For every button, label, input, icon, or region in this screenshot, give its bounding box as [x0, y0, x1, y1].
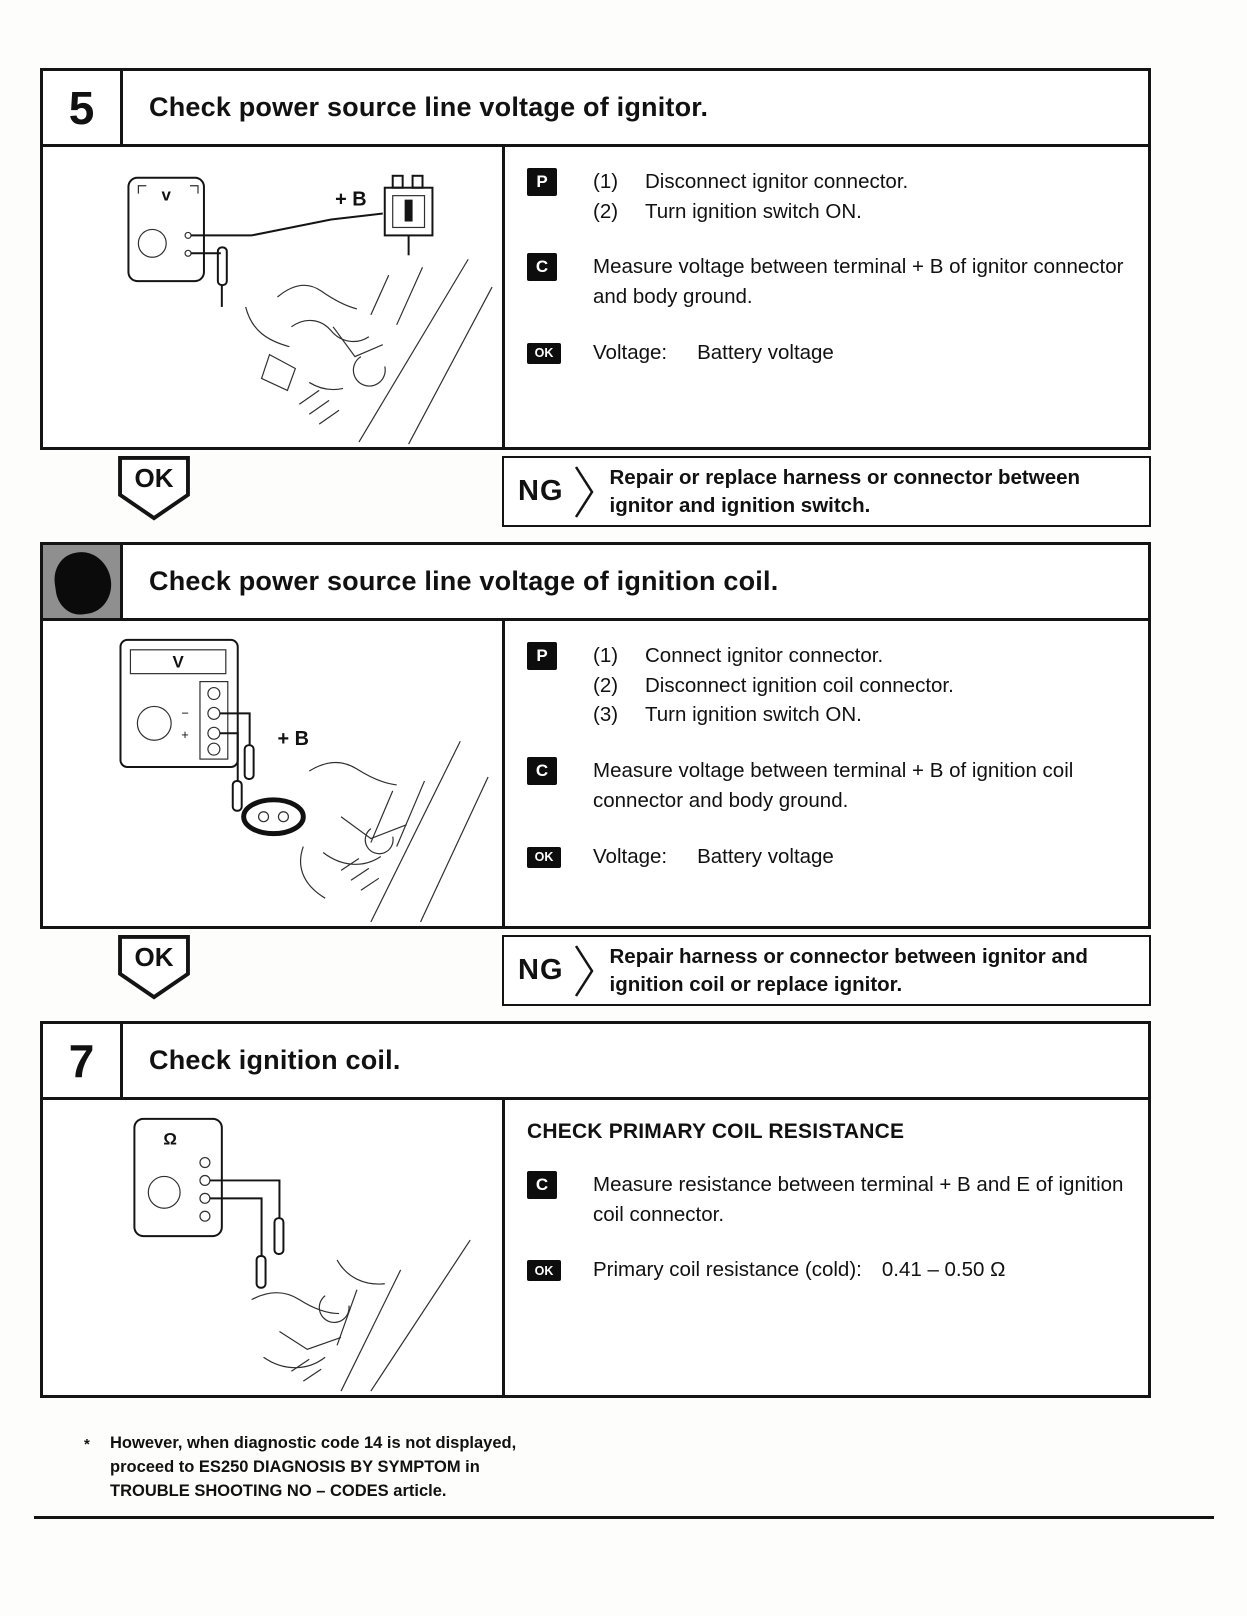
step-5-box	[40, 68, 1151, 450]
prepare-item: (2) Disconnect ignition coil connector.	[593, 673, 954, 697]
step-6-instructions	[505, 621, 1148, 926]
step-5-result-row	[40, 456, 1151, 530]
ng-result-label: NG	[518, 954, 564, 987]
ok-spec-row	[527, 842, 1132, 872]
step-6-body	[43, 621, 1148, 926]
prepare-badge: P	[527, 168, 557, 196]
step-5-header	[43, 71, 1148, 147]
ok-badge: OK	[527, 1260, 561, 1281]
minus-mark: −	[181, 705, 189, 721]
ng-result-label: NG	[518, 475, 564, 508]
check-badge: C	[527, 1171, 557, 1199]
ok-spec-row	[527, 1255, 1132, 1285]
step-7-instructions	[505, 1100, 1148, 1395]
check-row	[527, 252, 1132, 311]
ok-flow-arrow	[118, 456, 190, 522]
ohmmeter-icon	[134, 1119, 221, 1236]
footnote-line: proceed to ES250 DIAGNOSIS BY SYMPTOM in	[110, 1457, 480, 1476]
prepare-item: (1) Connect ignitor connector.	[593, 644, 884, 667]
engine-sketch	[246, 259, 492, 444]
chevron-right-icon	[574, 465, 594, 519]
spec-value: Battery voltage	[697, 844, 834, 868]
spec-value: Battery voltage	[697, 340, 834, 364]
step-6-number: 6	[43, 545, 123, 618]
step-7-title: Check ignition coil.	[149, 1045, 401, 1075]
ok-spec-row	[527, 338, 1132, 368]
step-6-box	[40, 542, 1151, 929]
svg-text:V: V	[172, 652, 184, 672]
step-5-body	[43, 147, 1148, 447]
step-7-box	[40, 1021, 1151, 1398]
section-heading: CHECK PRIMARY COIL RESISTANCE	[527, 1120, 905, 1143]
voltmeter-icon	[128, 178, 204, 281]
prepare-badge: P	[527, 642, 557, 670]
step-6-title: Check power source line voltage of ignition coil.	[149, 566, 779, 596]
spec-value: 0.41 – 0.50 Ω	[881, 1258, 1006, 1282]
check-text: Measure voltage between terminal + B of ignitor connector and body ground.	[593, 255, 1124, 309]
bottom-rule	[34, 1516, 1214, 1519]
ohmmeter-coil-drawing	[43, 1100, 502, 1395]
test-lead-probe	[191, 214, 383, 307]
step-5-ng-action: Repair or replace harness or connector between ignitor and ignition switch.	[609, 466, 1081, 517]
check-row	[527, 1170, 1132, 1229]
footnote-line: However, when diagnostic code 14 is not displayed,	[110, 1434, 517, 1452]
ok-result-label: OK	[134, 463, 174, 493]
svg-text:v: v	[161, 185, 171, 205]
chevron-right-icon	[574, 944, 594, 998]
terminal-b-label: + B	[335, 188, 367, 211]
engine-sketch	[301, 741, 489, 922]
ok-result-label: OK	[134, 942, 174, 972]
ok-badge: OK	[527, 847, 561, 868]
prepare-item: (3) Turn ignition switch ON.	[593, 703, 862, 727]
spec-label: Voltage:	[593, 844, 668, 868]
prepare-item: (2) Turn ignition switch ON.	[593, 199, 862, 223]
ok-badge: OK	[527, 343, 561, 364]
step-7-header	[43, 1024, 1148, 1100]
footnote-line: TROUBLE SHOOTING NO – CODES article.	[110, 1481, 447, 1500]
step-7-illustration	[43, 1100, 505, 1395]
step-6-result-row	[40, 935, 1151, 1009]
voltmeter-icon	[120, 640, 237, 767]
step-6-header	[43, 545, 1148, 621]
step-5-title: Check power source line voltage of ignitor.	[149, 92, 709, 122]
svg-text:Ω: Ω	[163, 1129, 177, 1149]
footnote-text	[110, 1432, 516, 1504]
step-5-illustration	[43, 147, 505, 447]
coil-connector-icon	[244, 800, 304, 834]
step-6-ng-action: Repair harness or connector between ignitor and ignition coil or replace ignitor.	[609, 945, 1088, 996]
step-5-ng-box	[502, 456, 1151, 527]
step-7-number: 7	[43, 1024, 123, 1097]
check-text: Measure resistance between terminal + B and E of ignition coil connector.	[593, 1173, 1124, 1226]
spec-label: Primary coil resistance (cold):	[593, 1258, 862, 1282]
footnote-bullet: *	[84, 1436, 90, 1453]
terminal-b-label: + B	[277, 728, 309, 751]
engine-sketch	[252, 1240, 471, 1391]
ok-flow-arrow	[118, 935, 190, 1001]
plus-mark: +	[181, 727, 189, 743]
voltmeter-ignitor-drawing	[43, 147, 502, 447]
ignitor-connector-icon	[385, 176, 433, 255]
check-badge: C	[527, 253, 557, 281]
step-6-illustration	[43, 621, 505, 926]
footnote	[84, 1432, 1151, 1504]
prepare-row	[527, 641, 1132, 730]
check-badge: C	[527, 757, 557, 785]
step-6-ng-box	[502, 935, 1151, 1006]
step-5-number: 5	[43, 71, 123, 144]
step-5-instructions	[505, 147, 1148, 447]
step-7-body	[43, 1100, 1148, 1395]
prepare-item: (1) Disconnect ignitor connector.	[593, 170, 909, 193]
check-row	[527, 756, 1132, 815]
voltmeter-coil-drawing	[43, 621, 502, 926]
prepare-row	[527, 167, 1132, 226]
spec-label: Voltage:	[593, 340, 668, 364]
check-text: Measure voltage between terminal + B of ignition coil connector and body ground.	[593, 759, 1074, 812]
